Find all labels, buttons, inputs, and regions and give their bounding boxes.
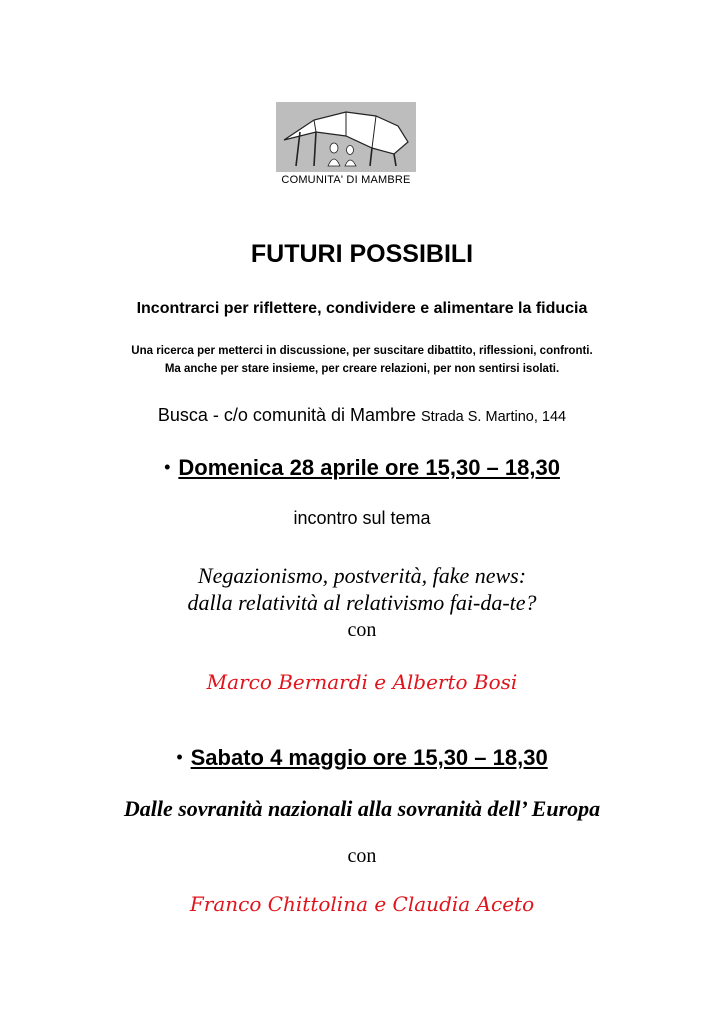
intro-line: Ma anche per stare insieme, per creare relazioni, per non sentirsi isolati. xyxy=(164,363,560,375)
event-1-date-row xyxy=(0,455,724,481)
intro-line: Una ricerca per metterci in discussione, per suscitare dibattito, riflessioni, confronti. xyxy=(131,345,593,357)
bullet-icon: • xyxy=(176,747,183,767)
bullet-icon: • xyxy=(164,457,171,477)
event-1-speakers: Marco Bernardi e Alberto Bosi xyxy=(206,670,518,694)
event-2-with: con xyxy=(347,845,377,867)
tent-icon xyxy=(276,102,416,172)
event-1-intro: incontro sul tema xyxy=(293,508,431,528)
subtitle: Incontrarci per riflettere, condividere e alimentare la fiducia xyxy=(136,300,588,317)
event-1-theme-line: dalla relatività al relativismo fai-da-te? xyxy=(187,590,537,615)
event-1-with: con xyxy=(347,619,377,641)
venue xyxy=(0,405,724,426)
community-logo xyxy=(276,102,416,190)
event-1-theme xyxy=(0,562,724,616)
intro-text xyxy=(0,342,724,378)
event-2-date-row xyxy=(0,745,724,771)
page-title: FUTURI POSSIBILI xyxy=(250,240,474,268)
event-1-theme-line: Negazionismo, postverità, fake news: xyxy=(197,563,527,588)
logo-caption: COMUNITA' DI MAMBRE xyxy=(281,174,411,186)
event-1-date: Domenica 28 aprile ore 15,30 – 18,30 xyxy=(178,455,560,480)
venue-place: Busca - c/o comunità di Mambre xyxy=(157,405,416,425)
event-2-theme: Dalle sovranità nazionali alla sovranità dell’ Europa xyxy=(123,796,601,821)
event-2-speakers: Franco Chittolina e Claudia Aceto xyxy=(189,892,535,916)
venue-address: Strada S. Martino, 144 xyxy=(421,409,567,425)
event-2-date: Sabato 4 maggio ore 15,30 – 18,30 xyxy=(190,745,548,770)
